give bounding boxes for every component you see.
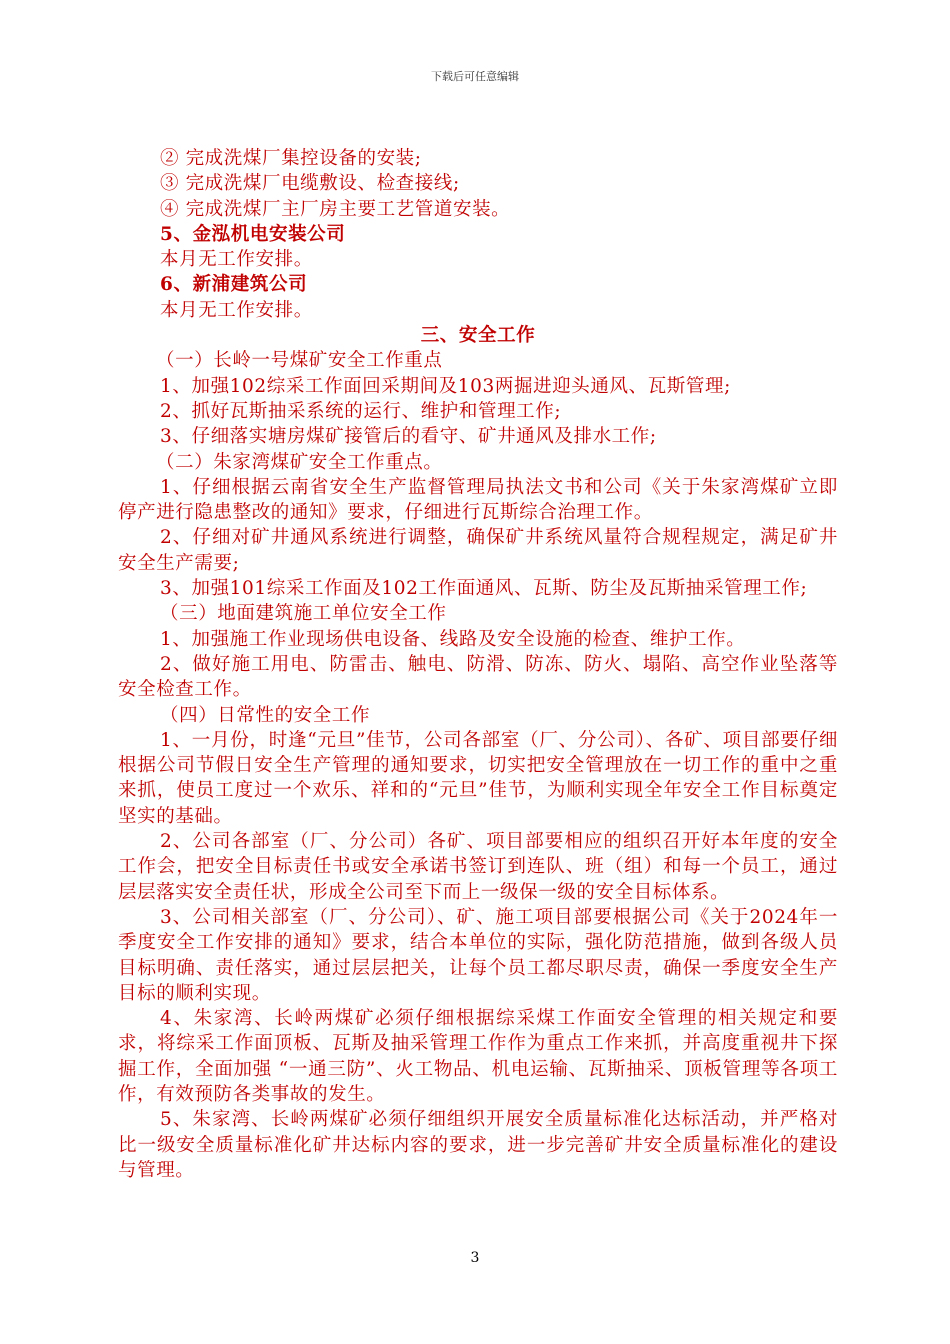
paragraph: 2、公司各部室（厂、分公司）各矿、项目部要相应的组织召开好本年度的安全工作会，把安全目标责任书或安全承诺书签订到连队、班（组）和每一个员工，通过层层落实安全责任状，形成全公司至下而上一级保一级的安全目标体系。 <box>118 831 838 903</box>
paragraph: 4、朱家湾、长岭两煤矿必须仔细根据综采煤工作面安全管理的相关规定和要求，将综采工作面顶板、瓦斯及抽采管理工作作为重点工作来抓，并高度重视井下探掘工作，全面加强 “一通三防”、火工物品、机电运输、瓦斯抽采、顶板管理等各项工作，有效预防各类事故的发生。 <box>118 1008 838 1105</box>
list-item: ④ 完成洗煤厂主厂房主要工艺管道安装。 <box>160 198 511 220</box>
paragraph: 2、仔细对矿井通风系统进行调整，确保矿井系统风量符合规程规定，满足矿井安全生产需要; <box>118 527 838 574</box>
company-note: 本月无工作安排。 <box>160 299 313 321</box>
paragraph: 1、加强102综采工作面回采期间及103两掘进迎头通风、瓦斯管理; <box>160 375 731 397</box>
list-item: ③ 完成洗煤厂电缆敷设、检查接线; <box>160 173 460 195</box>
paragraph: 1、加强施工作业现场供电设备、线路及安全设施的检查、维护工作。 <box>160 628 746 650</box>
paragraph: 2、抓好瓦斯抽采系统的运行、维护和管理工作; <box>160 400 562 422</box>
subsection-title: （三）地面建筑施工单位安全工作 <box>160 603 447 625</box>
section-title: 三、安全工作 <box>420 325 536 347</box>
subsection-title: （二）朱家湾煤矿安全工作重点。 <box>156 451 443 473</box>
page-number: 3 <box>470 1250 480 1266</box>
paragraph: 3、仔细落实塘房煤矿接管后的看守、矿井通风及排水工作; <box>160 426 657 448</box>
paragraph: 5、朱家湾、长岭两煤矿必须仔细组织开展安全质量标准化达标活动，并严格对比一级安全质量标准化矿井达标内容的要求，进一步完善矿井安全质量标准化的建设与管理。 <box>118 1109 838 1181</box>
subsection-title: （四）日常性的安全工作 <box>160 704 371 726</box>
company-note: 本月无工作安排。 <box>160 249 313 271</box>
subsection-title: （一）长岭一号煤矿安全工作重点 <box>156 350 443 372</box>
page-header-note: 下载后可任意编辑 <box>431 70 519 83</box>
paragraph: 3、公司相关部室（厂、分公司）、矿、施工项目部要根据公司《关于2024年一季度安全工作安排的通知》要求，结合本单位的实际，强化防范措施，做到各级人员目标明确、责任落实，通过层层把关，让每个员工都尽职尽责，确保一季度安全生产目标的顺利实现。 <box>118 906 838 1004</box>
paragraph: 1、仔细根据云南省安全生产监督管理局执法文书和公司《关于朱家湾煤矿立即停产进行隐患整改的通知》要求，仔细进行瓦斯综合治理工作。 <box>118 476 838 524</box>
paragraph: 3、加强101综采工作面及102工作面通风、瓦斯、防尘及瓦斯抽采管理工作; <box>160 578 808 600</box>
paragraph: 1、一月份，时逢“元旦”佳节，公司各部室（厂、分公司）、各矿、项目部要仔细根据公司节假日安全生产管理的通知要求，切实把安全管理放在一切工作的重中之重来抓，使员工度过一个欢乐、祥和的“元旦”佳节，为顺利实现全年安全工作目标奠定坚实的基础。 <box>118 729 838 827</box>
document-body <box>118 146 838 1183</box>
list-item: ② 完成洗煤厂集控设备的安装; <box>160 148 422 169</box>
company-heading: 6、新浦建筑公司 <box>160 274 308 296</box>
company-heading: 5、金泓机电安装公司 <box>160 223 346 245</box>
paragraph: 2、做好施工用电、防雷击、触电、防滑、防冻、防火、塌陷、高空作业坠落等安全检查工作。 <box>118 653 838 701</box>
